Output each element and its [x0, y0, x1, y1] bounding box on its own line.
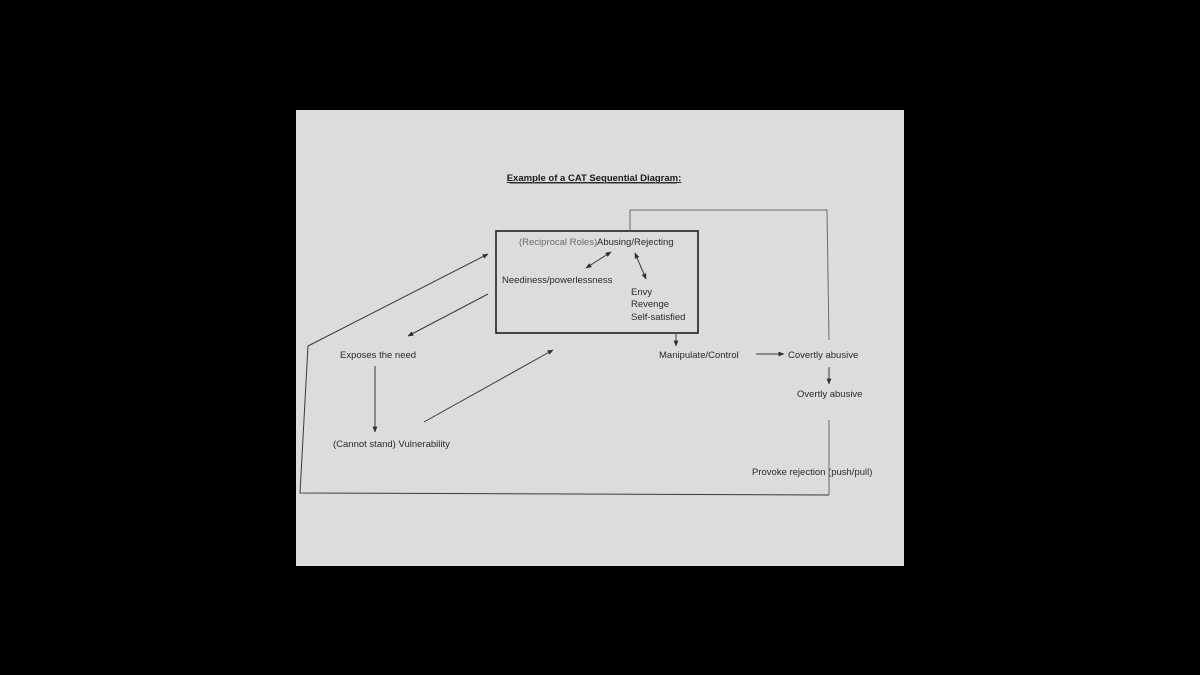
role-self-satisfied: Self-satisfied: [631, 312, 686, 323]
role-abusing-rejecting: Abusing/Rejecting: [597, 237, 674, 248]
reciprocal-arrow-left: [586, 252, 611, 268]
node-vulnerability: (Cannot stand) Vulnerability: [333, 439, 450, 450]
diagram-title: Example of a CAT Sequential Diagram:: [506, 173, 682, 184]
node-exposes-need: Exposes the need: [340, 350, 417, 361]
node-covertly-abusive: Covertly abusive: [788, 350, 859, 361]
role-revenge: Revenge: [631, 299, 670, 310]
node-provoke-rejection: Provoke rejection (push/pull): [752, 467, 873, 478]
node-overtly-abusive: Overtly abusive: [797, 389, 863, 400]
arrow-box-to-exposes: [408, 294, 488, 336]
role-envy: Envy: [631, 287, 653, 298]
outer-loop-return-arrow: [300, 254, 829, 495]
arrow-vulnerability-to-box: [424, 350, 553, 422]
role-neediness: Neediness/powerlessness: [502, 275, 613, 286]
reciprocal-arrow-right: [635, 253, 646, 279]
roles-prefix: (Reciprocal Roles): [519, 237, 598, 248]
node-manipulate-control: Manipulate/Control: [659, 350, 739, 361]
